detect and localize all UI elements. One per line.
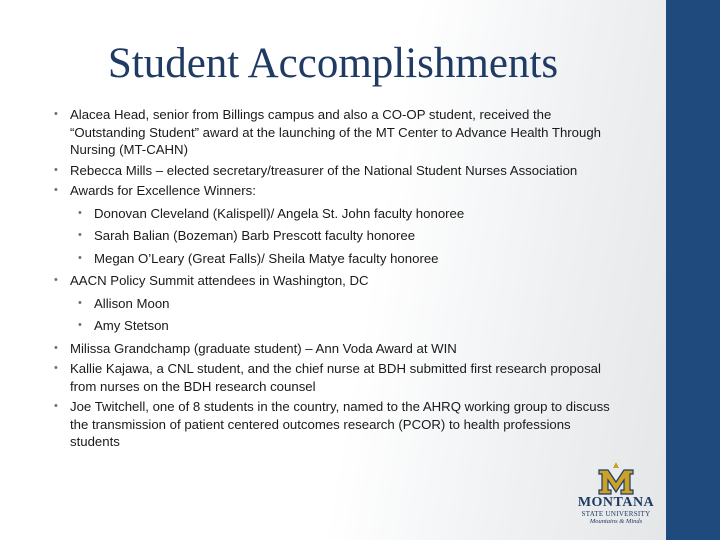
bullet-marker: • bbox=[54, 108, 58, 120]
bullet-marker: • bbox=[78, 229, 82, 241]
sub-bullet-item bbox=[54, 317, 614, 335]
sub-bullet-item bbox=[54, 227, 614, 245]
bullet-text: Milissa Grandchamp (graduate student) – Ann Voda Award at WIN bbox=[70, 340, 457, 356]
bullet-text: Kallie Kajawa, a CNL student, and the chief nurse at BDH submitted first research proposal from nurses on the BDH research counsel bbox=[70, 361, 601, 394]
bullet-marker: • bbox=[78, 296, 82, 309]
bullet-text: Rebecca Mills – elected secretary/treasurer of the National Student Nurses Association bbox=[70, 162, 578, 178]
bullet-item bbox=[54, 182, 614, 200]
sub-bullet-text: Donovan Cleveland (Kalispell)/ Angela St. John faculty honoree bbox=[94, 205, 465, 221]
bullet-marker: • bbox=[54, 184, 58, 196]
bullet-item bbox=[54, 162, 614, 180]
bullet-marker: • bbox=[54, 400, 58, 412]
sub-bullet-item bbox=[54, 250, 614, 268]
logo-subtitle: STATE UNIVERSITY bbox=[581, 510, 651, 518]
bullet-item bbox=[54, 360, 614, 395]
sub-bullet-text: Megan O’Leary (Great Falls)/ Sheila Matye faculty honoree bbox=[94, 250, 439, 266]
bullet-text: AACN Policy Summit attendees in Washington, DC bbox=[70, 273, 369, 288]
sub-bullet-text: Amy Stetson bbox=[94, 318, 169, 333]
sub-bullet-text: Allison Moon bbox=[94, 295, 170, 311]
bullet-list bbox=[54, 106, 614, 451]
bullet-item bbox=[54, 272, 614, 290]
bullet-marker: • bbox=[54, 163, 58, 176]
slide-title: Student Accomplishments bbox=[107, 40, 559, 87]
bullet-marker: • bbox=[54, 341, 58, 354]
bullet-marker: • bbox=[78, 319, 82, 331]
bullet-item bbox=[54, 398, 614, 451]
sub-bullet-item bbox=[54, 205, 614, 223]
bullet-text: Alacea Head, senior from Billings campus and also a CO-OP student, received the “Outstanding Student” award at the launching of the MT Center to Advance Health Through Nursing (MT-CAHN) bbox=[70, 107, 602, 157]
bullet-text: Awards for Excellence Winners: bbox=[70, 183, 256, 198]
bullet-list-container bbox=[54, 106, 614, 454]
side-accent-bar bbox=[666, 0, 720, 540]
montana-state-m-icon bbox=[596, 462, 636, 496]
bullet-item bbox=[54, 106, 614, 159]
bullet-marker: • bbox=[78, 206, 82, 219]
sub-bullet-item bbox=[54, 295, 614, 313]
sub-bullet-text: Sarah Balian (Bozeman) Barb Prescott faculty honoree bbox=[94, 228, 416, 243]
bullet-marker: • bbox=[78, 251, 82, 264]
bullet-marker: • bbox=[54, 362, 58, 374]
bullet-item bbox=[54, 340, 614, 358]
bullet-text: Joe Twitchell, one of 8 students in the country, named to the AHRQ working group to discuss the transmission of patient centered outcomes research (PCOR) to health professions students bbox=[70, 399, 610, 449]
montana-state-logo bbox=[568, 462, 664, 532]
logo-name: MONTANA bbox=[577, 495, 655, 510]
logo-tagline: Mountains & Minds bbox=[589, 518, 643, 525]
bullet-marker: • bbox=[54, 274, 58, 286]
